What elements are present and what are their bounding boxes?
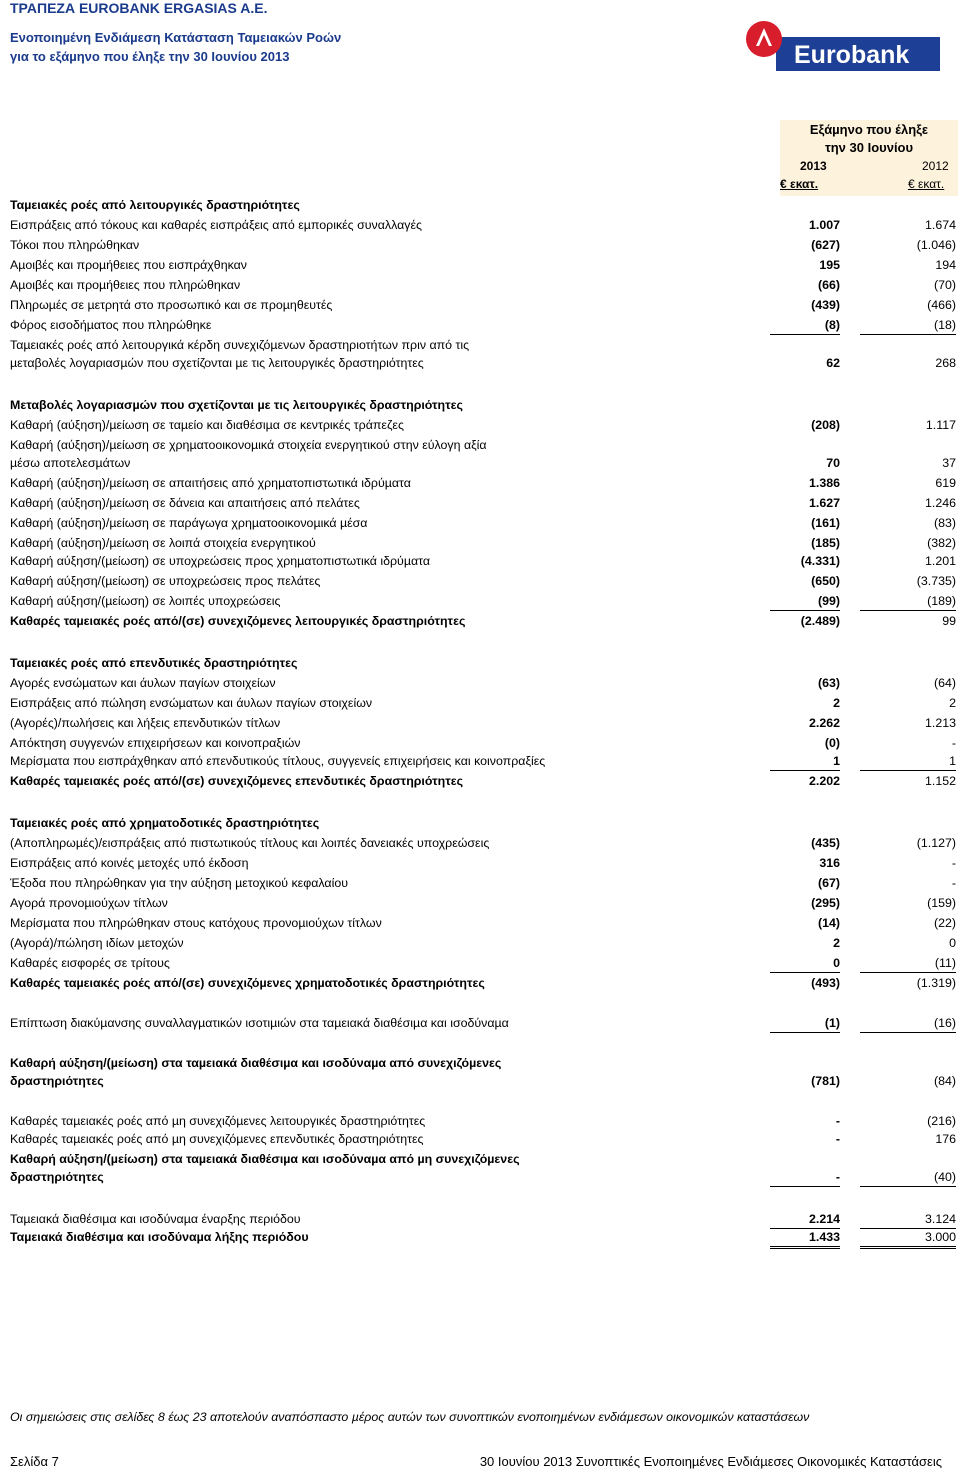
value-2012: 619 [935,476,956,490]
row-label: Ταµειακές ροές από επενδυτικές δραστηριότητες [10,656,298,670]
value-2013: 195 [819,258,840,272]
row-label: Καθαρή αύξηση/(µείωση) σε υποχρεώσεις προς χρηµατοπιστωτικά ιδρύµατα [10,554,431,568]
value-2013: (1) [770,1014,840,1033]
row-label: (Αγορά)/πώληση ιδίων µετοχών [10,936,184,950]
row-label: (Αγορές)/πωλήσεις και λήξεις επενδυτικών τίτλων [10,716,281,730]
period-line2: την 30 Ιουνίου [824,140,914,155]
row-label: Καθαρές ταµειακές ροές από µη συνεχιζόµενες επενδυτικές δραστηριότητες [10,1132,424,1146]
value-2013: 1.386 [808,476,840,490]
value-2013: (2.489) [800,614,840,628]
row-label: δραστηριότητες [10,1170,104,1184]
value-2012: 99 [942,614,956,628]
value-2012: 3.000 [860,1228,956,1249]
value-2013: (295) [811,896,840,910]
value-2012: 268 [935,356,956,370]
value-2013: 2.262 [808,716,840,730]
value-2013: 70 [826,456,840,470]
value-2012: (159) [927,896,956,910]
value-2013: (439) [811,298,840,312]
row-label: Εισπράξεις από πώληση ενσώµατων και άυλων παγίων στοιχείων [10,696,373,710]
value-2013: 0 [770,954,840,973]
value-2012: (11) [860,954,956,973]
row-label: δραστηριότητες [10,1074,104,1088]
value-2012: 1.117 [925,418,956,432]
value-2013: (66) [817,278,840,292]
value-2013: - [835,1114,840,1128]
value-2012: (1.319) [916,976,956,990]
value-2012: (382) [927,536,956,550]
row-label: Μερίσµατα που εισπράχθηκαν από επενδυτικούς τίτλους, συγγενείς επιχειρήσεις και κοινοπραξίες [10,754,546,768]
row-label: Επίπτωση διακύµανσης συναλλαγµατικών ισοτιµιών στα ταµειακά διαθέσιµα και ισοδύναµα [10,1016,509,1030]
value-2013: 1.627 [808,496,840,510]
row-label: Μερίσµατα που πληρώθηκαν στους κατόχους προνοµιούχων τίτλων [10,916,382,930]
row-label: Ταµειακές ροές από χρηµατοδοτικές δραστηριότητες [10,816,320,830]
row-label: µέσω αποτελεσµάτων [10,456,131,470]
value-2012: 176 [935,1132,956,1146]
period-line1: Εξάµηνο που έληξε [809,122,929,137]
year-2013: 2013 [800,159,827,173]
eurobank-logo [742,16,940,72]
row-label: Έξοδα που πληρώθηκαν για την αύξηση µετοχικού κεφαλαίου [10,876,348,890]
value-2013: (781) [811,1074,840,1088]
value-2012: (18) [860,316,956,335]
value-2012: 1.213 [924,716,956,730]
value-2012: (40) [860,1168,956,1187]
row-label: (Αποπληρωµές)/εισπράξεις από πιστωτικούς τίτλους και λοιπές δανειακές υποχρεώσεις [10,836,490,850]
value-2012: 0 [949,936,956,950]
value-2012: 1.674 [924,218,956,232]
value-2013: (63) [817,676,840,690]
row-label: Αµοιβές και προµήθειες που εισπράχθηκαν [10,258,247,272]
row-label: Αγορά προνοµιούχων τίτλων [10,896,168,910]
row-label: Καθαρές ταµειακές ροές από/(σε) συνεχιζόµενες λειτουργικές δραστηριότητες [10,614,466,628]
value-2012: 1.152 [924,774,956,788]
row-label: Καθαρή αύξηση/(µείωση) σε λοιπές υποχρεώσεις [10,594,281,608]
row-label: Ταµειακές ροές από λειτουργικά κέρδη συνεχιζόµενων δραστηριοτήτων πριν από τις [10,338,470,352]
value-2012: (216) [927,1114,956,1128]
value-2013: (493) [811,976,840,990]
statement-title: Ενοποιηµένη Ενδιάµεση Κατάσταση Ταµειακών Ροών [10,30,342,45]
row-label: Καθαρές εισφορές σε τρίτους [10,956,170,970]
value-2013: (650) [811,574,840,588]
value-2013: 2 [833,696,840,710]
year-2012: 2012 [922,159,949,173]
row-label: Καθαρές ταµειακές ροές από/(σε) συνεχιζόµενες επενδυτικές δραστηριότητες [10,774,464,788]
value-2012: (16) [860,1014,956,1033]
row-label: Ταµειακές ροές από λειτουργικές δραστηριότητες [10,198,300,212]
value-2012: (84) [933,1074,956,1088]
value-2013: (67) [817,876,840,890]
value-2012: 194 [935,258,956,272]
value-2012: 37 [942,456,956,470]
row-label: Φόρος εισοδήµατος που πληρώθηκε [10,318,212,332]
value-2013: (627) [811,238,840,252]
value-2013: 62 [826,356,840,370]
value-2012: (83) [933,516,956,530]
page-number: Σελίδα 7 [10,1454,59,1469]
value-2012: (64) [933,676,956,690]
value-2013: 2 [833,936,840,950]
value-2012: 1 [860,752,956,771]
row-label: Καθαρή (αύξηση)/µείωση σε ταµείο και διαθέσιµα σε κεντρικές τράπεζες [10,418,404,432]
value-2012: (3.735) [916,574,956,588]
value-2012: - [951,876,956,890]
row-label: Αµοιβές και προµήθειες που πληρώθηκαν [10,278,241,292]
value-2013: 316 [819,856,840,870]
value-2013: (14) [817,916,840,930]
column-header [780,120,958,196]
value-2013: - [835,1132,840,1146]
row-label: Μεταβολές λογαριασµών που σχετίζονται µε τις λειτουργικές δραστηριότητες [10,398,463,412]
value-2012: (1.046) [916,238,956,252]
footnote: Οι σηµειώσεις στις σελίδες 8 έως 23 αποτελούν αναπόσπαστο µέρος αυτών των συνοπτικών ενοποιηµένων ενδιάµεσων οικονοµικών καταστάσεων [10,1410,810,1424]
row-label: Καθαρή αύξηση/(µείωση) στα ταµειακά διαθέσιµα και ισοδύναµα από µη συνεχιζόµενες [10,1152,520,1166]
row-label: Καθαρή (αύξηση)/µείωση σε δάνεια και απαιτήσεις από πελάτες [10,496,360,510]
row-label: Αγορές ενσώµατων και άυλων παγίων στοιχείων [10,676,276,690]
value-2013: 1.007 [808,218,840,232]
row-label: Πληρωµές σε µετρητά στο προσωπικό και σε προµηθευτές [10,298,333,312]
value-2013: (99) [770,592,840,611]
row-label: Καθαρή αύξηση/(µείωση) σε υποχρεώσεις προς πελάτες [10,574,321,588]
value-2013: 1.433 [770,1228,840,1249]
value-2012: 1.201 [924,554,956,568]
value-2012: (189) [860,592,956,611]
value-2012: (22) [933,916,956,930]
row-label: Καθαρή (αύξηση)/µείωση σε λοιπά στοιχεία ενεργητικού [10,536,316,550]
value-2012: 3.124 [860,1210,956,1229]
value-2013: (4.331) [800,554,840,568]
row-label: Καθαρή (αύξηση)/µείωση σε χρηµατοοικονοµικά στοιχεία ενεργητικού στην εύλογη αξία [10,438,487,452]
value-2013: 2.202 [808,774,840,788]
value-2012: (1.127) [916,836,956,850]
footer-title: 30 Ιουνίου 2013 Συνοπτικές Ενοποιηµένες Ενδιάµεσες Οικονοµικές Καταστάσεις [479,1454,942,1469]
row-label: Καθαρές ταµειακές ροές από µη συνεχιζόµενες λειτουργικές δραστηριότητες [10,1114,426,1128]
bank-name: ΤΡΑΠΕΖΑ EUROBANK ERGASIAS A.E. [10,0,268,16]
value-2013: (0) [824,736,840,750]
row-label: Καθαρές ταµειακές ροές από/(σε) συνεχιζόµενες χρηµατοδοτικές δραστηριότητες [10,976,485,990]
value-2013: (435) [811,836,840,850]
row-label: Καθαρή (αύξηση)/µείωση σε παράγωγα χρηµατοοικονοµικά µέσα [10,516,368,530]
statement-period: για το εξάµηνο που έληξε την 30 Ιουνίου 2013 [10,49,290,64]
value-2013: (161) [811,516,840,530]
value-2013: (208) [811,418,840,432]
unit-2012: € εκατ. [908,177,945,191]
value-2012: 1.246 [924,496,956,510]
row-label: µεταβολές λογαριασµών που σχετίζονται µε τις λειτουργικές δραστηριότητες [10,356,424,370]
unit-2013: € εκατ. [780,177,819,191]
value-2012: - [951,856,956,870]
row-label: Καθαρή (αύξηση)/µείωση σε απαιτήσεις από χρηµατοπιστωτικά ιδρύµατα [10,476,411,490]
value-2013: 1 [770,752,840,771]
row-label: Εισπράξεις από κοινές µετοχές υπό έκδοση [10,856,249,870]
row-label: Ταµειακά διαθέσιµα και ισοδύναµα λήξης περιόδου [10,1230,309,1244]
value-2012: (70) [933,278,956,292]
row-label: Ταµειακά διαθέσιµα και ισοδύναµα έναρξης περιόδου [10,1212,301,1226]
value-2013: (8) [770,316,840,335]
logo-text: Eurobank [794,41,910,69]
row-label: Εισπράξεις από τόκους και καθαρές εισπράξεις από εµπορικές συναλλαγές [10,218,422,232]
value-2013: (185) [811,536,840,550]
value-2013: 2.214 [770,1210,840,1229]
row-label: Τόκοι που πληρώθηκαν [10,238,140,252]
value-2013: - [770,1168,840,1187]
value-2012: 2 [949,696,956,710]
row-label: Απόκτηση συγγενών επιχειρήσεων και κοινοπραξιών [10,736,301,750]
value-2012: (466) [927,298,956,312]
value-2012: - [951,736,956,750]
row-label: Καθαρή αύξηση/(µείωση) στα ταµειακά διαθέσιµα και ισοδύναµα από συνεχιζόµενες [10,1056,502,1070]
